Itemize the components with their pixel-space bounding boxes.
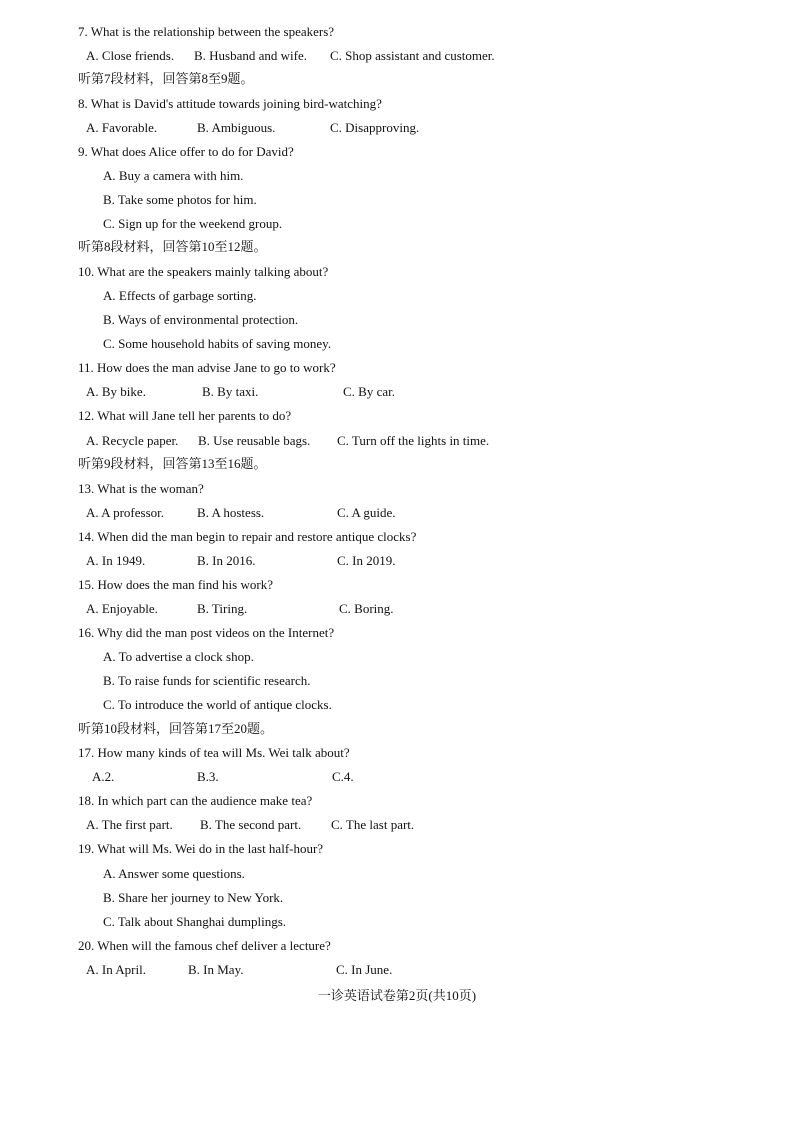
question-10-option-a: A. Effects of garbage sorting.	[103, 288, 257, 303]
section-7-instruction: 听第7段材料，回答第8至9题。	[78, 71, 254, 86]
question-19-option-b: B. Share her journey to New York.	[103, 890, 284, 905]
question-7-option-b: B. Husband and wife.	[194, 48, 308, 63]
question-20-option-c: C. In June.	[336, 962, 393, 977]
question-12-option-a: A. Recycle paper.	[86, 433, 179, 448]
question-19-option-a: A. Answer some questions.	[103, 866, 245, 881]
question-7-option-c: C. Shop assistant and customer.	[330, 48, 495, 63]
question-10-stem: 10. What are the speakers mainly talking about?	[78, 264, 329, 279]
question-11-option-b: B. By taxi.	[202, 384, 259, 399]
question-13-option-a: A. A professor.	[86, 505, 164, 520]
question-20-option-a: A. In April.	[86, 962, 146, 977]
question-14-option-a: A. In 1949.	[86, 553, 146, 568]
question-12-stem: 12. What will Jane tell her parents to do?	[78, 408, 292, 423]
question-7-stem: 7. What is the relationship between the speakers?	[78, 24, 335, 39]
question-18-option-b: B. The second part.	[200, 817, 302, 832]
question-15-stem: 15. How does the man find his work?	[78, 577, 273, 592]
question-14-stem: 14. When did the man begin to repair and restore antique clocks?	[78, 529, 417, 544]
question-16-stem: 16. Why did the man post videos on the Internet?	[78, 625, 335, 640]
page-footer: 一诊英语试卷第2页(共10页)	[317, 988, 477, 1003]
question-12-option-c: C. Turn off the lights in time.	[337, 433, 490, 448]
question-15-option-a: A. Enjoyable.	[86, 601, 158, 616]
question-9-stem: 9. What does Alice offer to do for David?	[78, 144, 294, 159]
question-19-stem: 19. What will Ms. Wei do in the last half-hour?	[78, 841, 324, 856]
question-9-option-b: B. Take some photos for him.	[103, 192, 257, 207]
question-13-stem: 13. What is the woman?	[78, 481, 204, 496]
question-16-option-a: A. To advertise a clock shop.	[103, 649, 254, 664]
question-15-option-b: B. Tiring.	[197, 601, 248, 616]
question-12-option-b: B. Use reusable bags.	[198, 433, 311, 448]
question-18-option-a: A. The first part.	[86, 817, 173, 832]
question-16-option-b: B. To raise funds for scientific research.	[103, 673, 311, 688]
question-17-option-b: B.3.	[197, 769, 219, 784]
question-8-option-a: A. Favorable.	[86, 120, 158, 135]
question-14-option-b: B. In 2016.	[197, 553, 256, 568]
question-8-option-b: B. Ambiguous.	[197, 120, 276, 135]
question-18-option-c: C. The last part.	[331, 817, 415, 832]
question-7-option-a: A. Close friends.	[86, 48, 175, 63]
question-19-option-c: C. Talk about Shanghai dumplings.	[103, 914, 287, 929]
question-8-stem: 8. What is David's attitude towards joining bird-watching?	[78, 96, 382, 111]
question-11-option-a: A. By bike.	[86, 384, 146, 399]
question-10-option-c: C. Some household habits of saving money.	[103, 336, 332, 351]
question-20-stem: 20. When will the famous chef deliver a lecture?	[78, 938, 331, 953]
question-17-option-a: A.2.	[92, 769, 115, 784]
question-16-option-c: C. To introduce the world of antique clocks.	[103, 697, 332, 712]
question-9-option-a: A. Buy a camera with him.	[103, 168, 244, 183]
question-11-stem: 11. How does the man advise Jane to go to work?	[78, 360, 336, 375]
question-11-option-c: C. By car.	[343, 384, 395, 399]
question-8-option-c: C. Disapproving.	[330, 120, 420, 135]
section-9-instruction: 听第9段材料，回答第13至16题。	[78, 456, 267, 471]
question-10-option-b: B. Ways of environmental protection.	[103, 312, 299, 327]
question-17-stem: 17. How many kinds of tea will Ms. Wei talk about?	[78, 745, 350, 760]
question-18-stem: 18. In which part can the audience make tea?	[78, 793, 313, 808]
question-20-option-b: B. In May.	[188, 962, 244, 977]
question-17-option-c: C.4.	[332, 769, 354, 784]
question-9-option-c: C. Sign up for the weekend group.	[103, 216, 283, 231]
question-13-option-b: B. A hostess.	[197, 505, 265, 520]
section-10-instruction: 听第10段材料，回答第17至20题。	[78, 721, 274, 736]
question-13-option-c: C. A guide.	[337, 505, 396, 520]
question-14-option-c: C. In 2019.	[337, 553, 396, 568]
question-15-option-c: C. Boring.	[339, 601, 394, 616]
section-8-instruction: 听第8段材料，回答第10至12题。	[78, 239, 267, 254]
